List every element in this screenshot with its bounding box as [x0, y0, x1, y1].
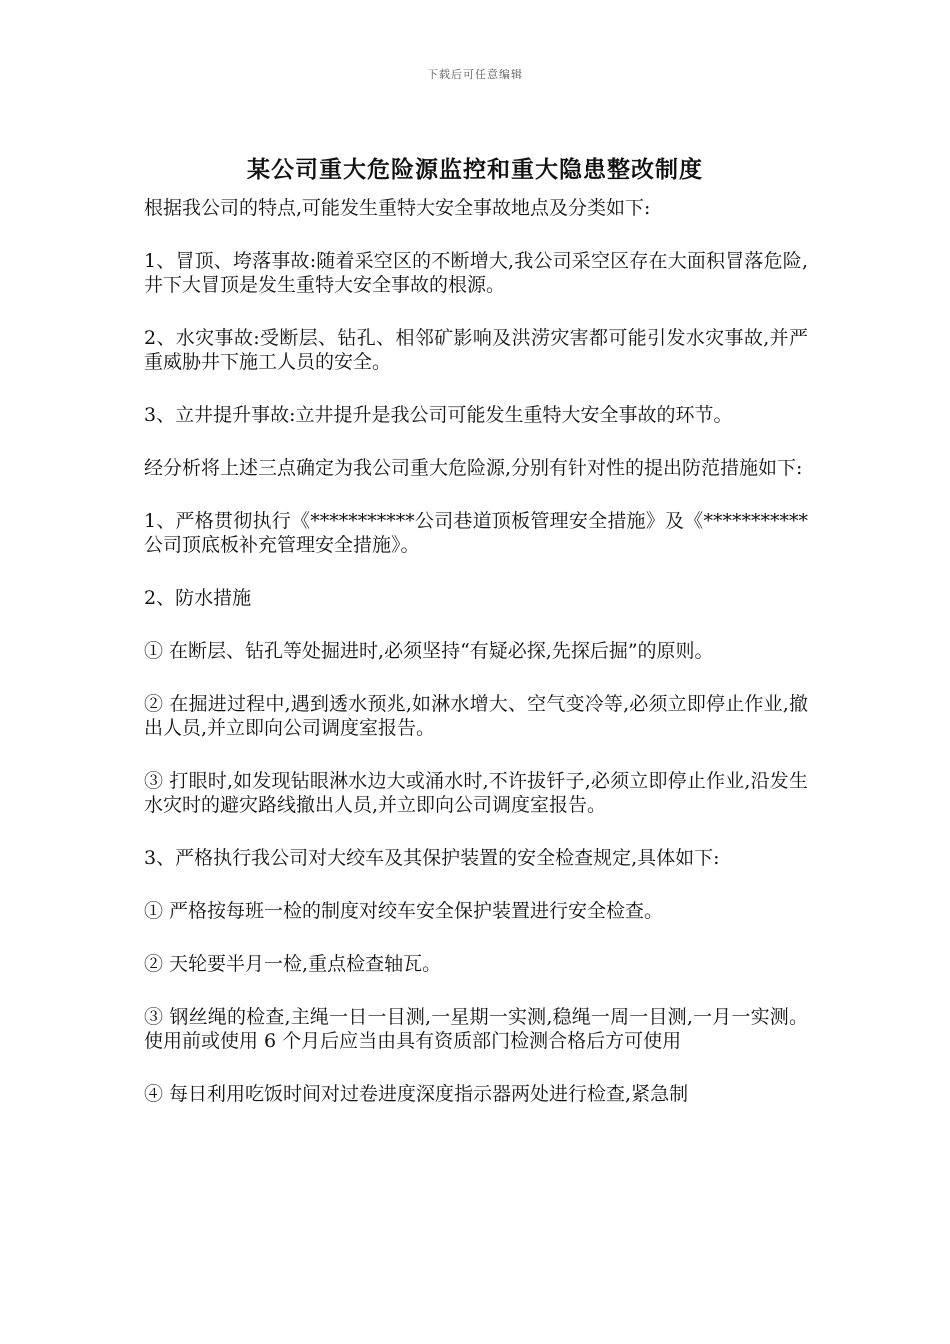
- paragraph-flood-accident: 2、水灾事故:受断层、钻孔、相邻矿影响及洪涝灾害都可能引发水灾事故,并严重威胁井下施工人员的安全。: [144, 327, 808, 373]
- paragraph-winch-item-1: ① 严格按每班一检的制度对绞车安全保护装置进行安全检查。: [144, 900, 664, 922]
- document-title: 某公司重大危险源监控和重大隐患整改制度: [247, 156, 703, 183]
- paragraph-roof-fall-accident: 1、冒顶、垮落事故:随着采空区的不断增大,我公司采空区存在大面积冒落危险,井下大冒顶是发生重特大安全事故的根源。: [144, 250, 808, 296]
- paragraph-winch-item-2: ② 天轮要半月一检,重点检查轴瓦。: [144, 953, 442, 975]
- header-note: 下载后可任意编辑: [427, 68, 523, 81]
- paragraph-measure-roof: 1、严格贯彻执行《***********公司巷道顶板管理安全措施》及《***********公司顶底板补充管理安全措施》。: [144, 510, 808, 556]
- paragraph-water-item-2: ② 在掘进过程中,遇到透水预兆,如淋水增大、空气变冷等,必须立即停止作业,撤出人员,并立即向公司调度室报告。: [144, 693, 808, 739]
- paragraph-winch-item-4: ④ 每日利用吃饭时间对过卷进度深度指示器两处进行检查,紧急制: [144, 1083, 689, 1105]
- paragraph-winch-item-3: ③ 钢丝绳的检查,主绳一日一目测,一星期一实测,稳绳一周一目测,一月一实测。使用前或使用 6 个月后应当由具有资质部门检测合格后方可使用: [144, 1006, 808, 1052]
- paragraph-intro: 根据我公司的特点,可能发生重特大安全事故地点及分类如下:: [144, 197, 651, 219]
- paragraph-shaft-hoist-accident: 3、立井提升事故:立井提升是我公司可能发生重特大安全事故的环节。: [144, 404, 733, 426]
- document-body: [144, 196, 808, 1135]
- paragraph-analysis: 经分析将上述三点确定为我公司重大危险源,分别有针对性的提出防范措施如下:: [144, 457, 803, 479]
- paragraph-measure-water-heading: 2、防水措施: [144, 587, 252, 609]
- paragraph-measure-winch: 3、严格执行我公司对大绞车及其保护装置的安全检查规定,具体如下:: [144, 847, 720, 869]
- paragraph-water-item-1: ① 在断层、钻孔等处掘进时,必须坚持“有疑必探,先探后掘”的原则。: [144, 640, 714, 662]
- paragraph-water-item-3: ③ 打眼时,如发现钻眼淋水边大或涌水时,不许拔钎子,必须立即停止作业,沿发生水灾时的避灾路线撤出人员,并立即向公司调度室报告。: [144, 770, 808, 816]
